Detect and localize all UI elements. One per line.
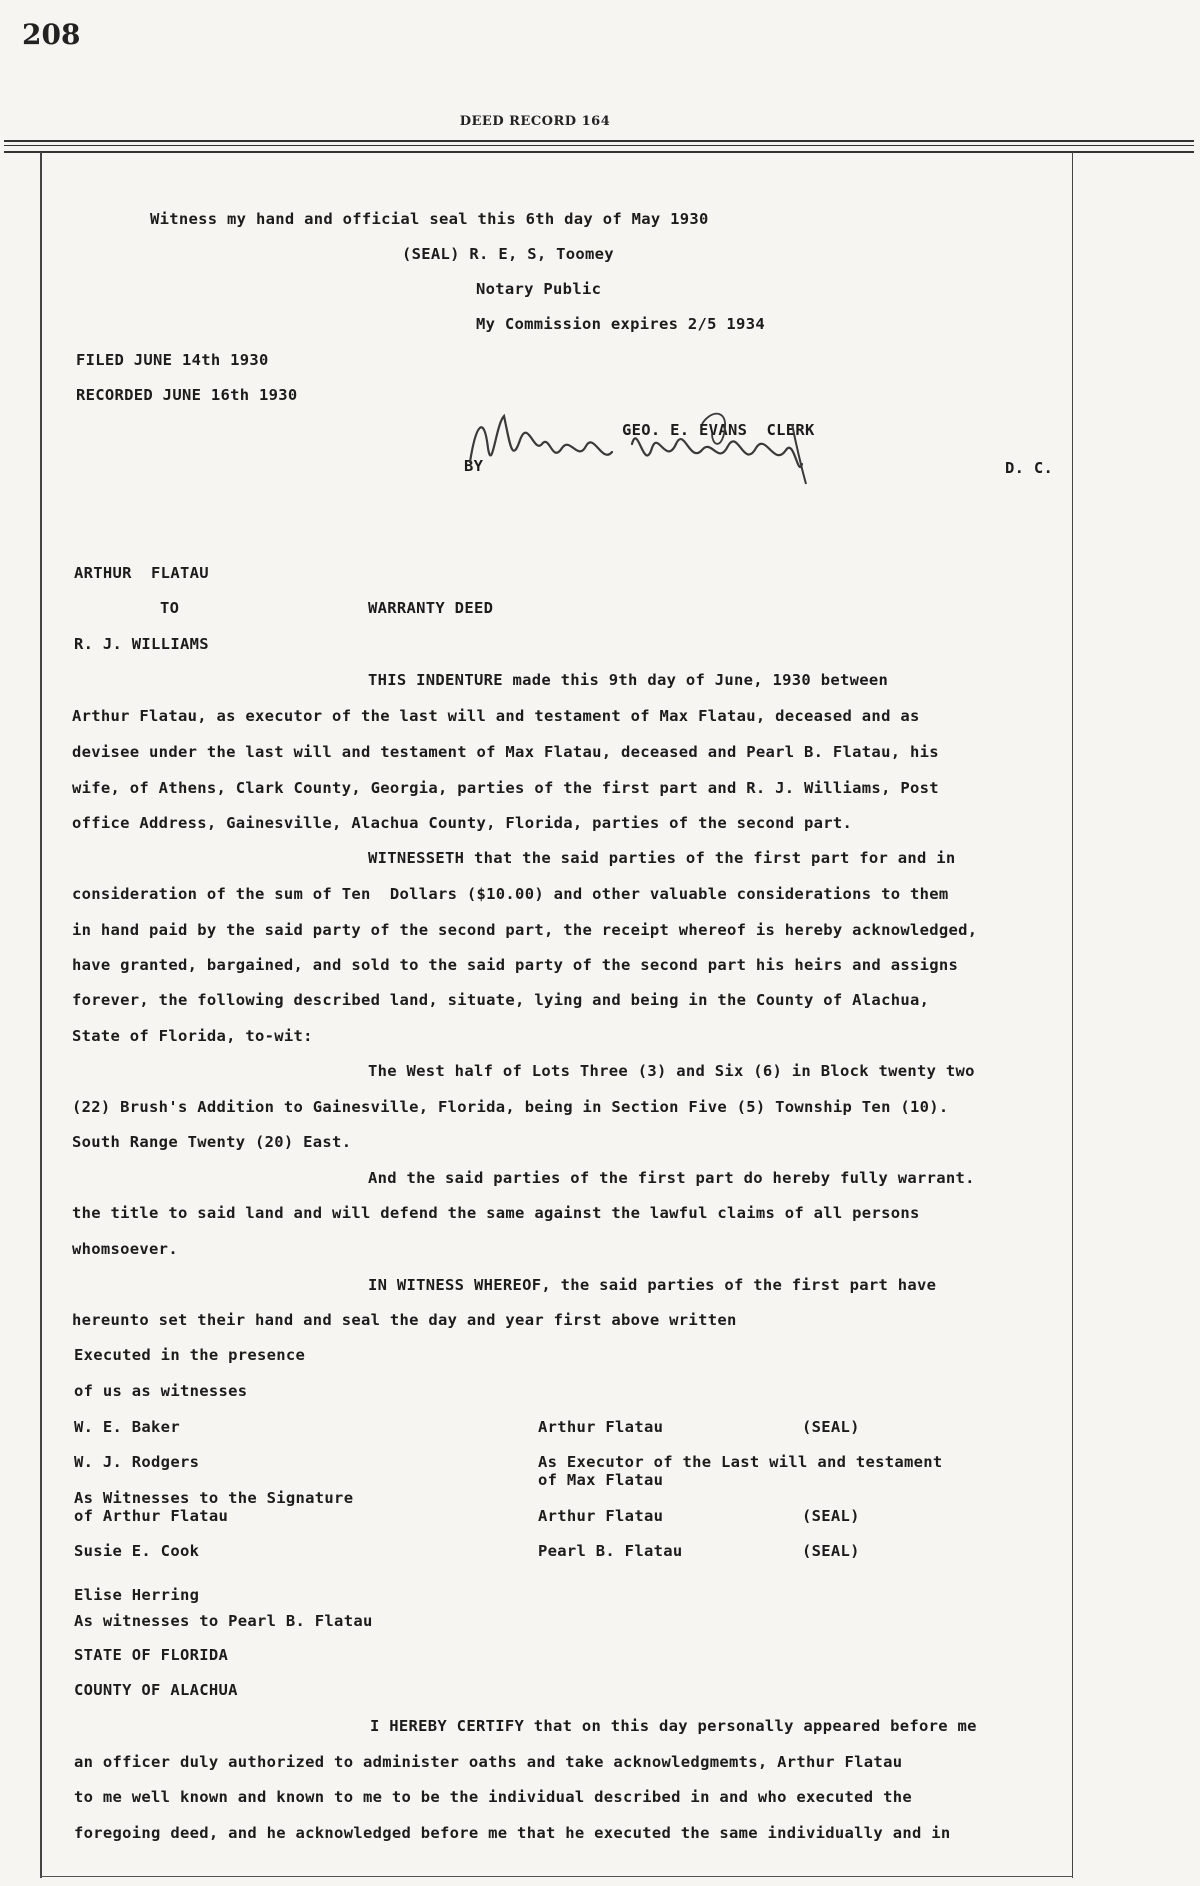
consideration-line: have granted, bargained, and sold to the said party of the second part his heirs and assigns [72, 956, 959, 974]
ack-county: COUNTY OF ALACHUA [74, 1681, 238, 1699]
clerk-signature [462, 404, 852, 488]
left-margin-line [40, 152, 42, 1878]
header-rule [4, 145, 1194, 146]
consideration-line: in hand paid by the said party of the second part, the receipt whereof is hereby acknowledged, [72, 921, 978, 939]
ack-line: an officer duly authorized to administer oaths and take acknowledgmemts, Arthur Flatau [74, 1753, 903, 1771]
recorded-date: RECORDED JUNE 16th 1930 [76, 386, 298, 404]
signer-capacity: As Executor of the Last will and testament [538, 1453, 943, 1471]
witness-caption: of Arthur Flatau [74, 1507, 229, 1525]
signer-name: Arthur Flatau [538, 1418, 664, 1436]
indenture-opening: THIS INDENTURE made this 9th day of June, 1930 between [368, 671, 889, 689]
signer-capacity: of Max Flatau [538, 1471, 664, 1489]
indenture-line: devisee under the last will and testament of Max Flatau, deceased and Pearl B. Flatau, his [72, 743, 939, 761]
in-witness-line: hereunto set their hand and seal the day and year first above written [72, 1311, 737, 1329]
witnesseth-opening: WITNESSETH that the said parties of the first part for and in [368, 849, 956, 867]
seal-label: (SEAL) [802, 1418, 860, 1436]
signer-name: Pearl B. Flatau [538, 1542, 683, 1560]
page-number: 208 [22, 18, 81, 51]
in-witness-opening: IN WITNESS WHEREOF, the said parties of the first part have [368, 1276, 937, 1294]
seal-label: (SEAL) [802, 1507, 860, 1525]
indenture-line: Arthur Flatau, as executor of the last will and testament of Max Flatau, deceased and as [72, 707, 920, 725]
indenture-line: office Address, Gainesville, Alachua County, Florida, parties of the second part. [72, 814, 853, 832]
signer-name: Arthur Flatau [538, 1507, 664, 1525]
warranty-line: whomsoever. [72, 1240, 178, 1258]
land-description-line: (22) Brush's Addition to Gainesville, Florida, being in Section Five (5) Township Ten (10). [72, 1098, 949, 1116]
grantor-name: ARTHUR FLATAU [74, 564, 209, 582]
by-label: BY [464, 457, 484, 475]
witness-name: Elise Herring [74, 1586, 200, 1604]
consideration-line: consideration of the sum of Ten Dollars ($10.00) and other valuable considerations to them [72, 885, 949, 903]
executed-presence: Executed in the presence [74, 1346, 306, 1364]
executed-presence: of us as witnesses [74, 1382, 248, 1400]
land-description-opening: The West half of Lots Three (3) and Six (6) in Block twenty two [368, 1062, 975, 1080]
clerk-name: GEO. E. EVANS CLERK [622, 421, 815, 439]
grantee-name: R. J. WILLIAMS [74, 635, 209, 653]
witness-caption: As witnesses to Pearl B. Flatau [74, 1612, 373, 1630]
land-description-line: South Range Twenty (20) East. [72, 1133, 352, 1151]
filed-date: FILED JUNE 14th 1930 [76, 351, 269, 369]
header-rule [4, 151, 1194, 153]
warranty-line: the title to said land and will defend the same against the lawful claims of all persons [72, 1204, 920, 1222]
page-header: DEED RECORD 164 [459, 114, 611, 129]
consideration-line: State of Florida, to-wit: [72, 1027, 313, 1045]
ack-opening: I HEREBY CERTIFY that on this day personally appeared before me [370, 1717, 977, 1735]
ack-state: STATE OF FLORIDA [74, 1646, 229, 1664]
notary-commission: My Commission expires 2/5 1934 [476, 315, 765, 333]
witness-name: Susie E. Cook [74, 1542, 200, 1560]
deputy-clerk-label: D. C. [1005, 459, 1054, 477]
warranty-opening: And the said parties of the first part do hereby fully warrant. [368, 1169, 975, 1187]
notary-seal-line: (SEAL) R. E, S, Toomey [402, 245, 614, 263]
indenture-line: wife, of Athens, Clark County, Georgia, parties of the first part and R. J. Williams, Post [72, 779, 939, 797]
ack-line: foregoing deed, and he acknowledged before me that he executed the same individually and in [74, 1824, 951, 1842]
ack-line: to me well known and known to me to be the individual described in and who executed the [74, 1788, 912, 1806]
witness-caption: As Witnesses to the Signature [74, 1489, 354, 1507]
consideration-line: forever, the following described land, situate, lying and being in the County of Alachua, [72, 991, 930, 1009]
right-margin-line [1072, 152, 1073, 1878]
seal-label: (SEAL) [802, 1542, 860, 1560]
deed-type: WARRANTY DEED [368, 599, 494, 617]
to-label: TO [160, 599, 180, 617]
bottom-rule [40, 1876, 1073, 1877]
notary-witness-line: Witness my hand and official seal this 6th day of May 1930 [150, 210, 709, 228]
notary-title: Notary Public [476, 280, 602, 298]
header-rule [4, 140, 1194, 142]
witness-name: W. J. Rodgers [74, 1453, 200, 1471]
witness-name: W. E. Baker [74, 1418, 180, 1436]
